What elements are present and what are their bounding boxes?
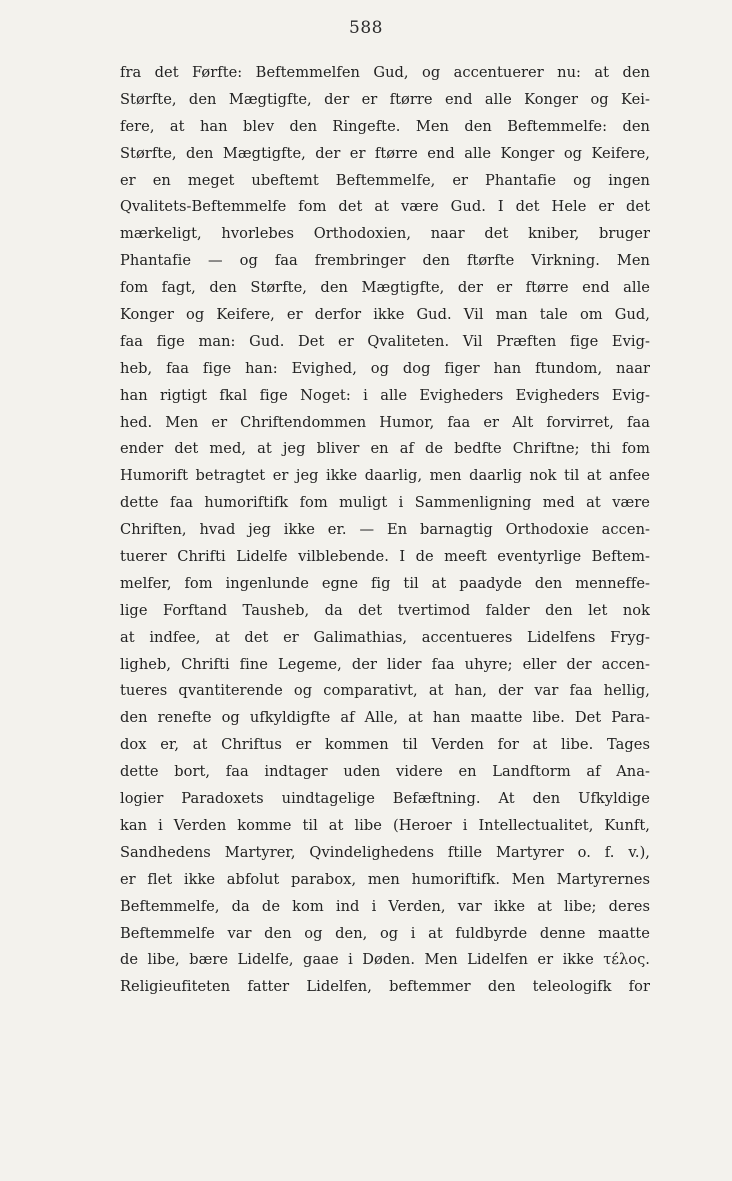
text-line: dette bort, faa indtager uden videre en Landftorm af Ana- (120, 763, 650, 781)
text-line: Religieufiteten fatter Lidelfen, beftemmer den teleologifk for (120, 978, 650, 996)
text-line: kan i Verden komme til at libe (Heroer i Intellectualitet, Kunft, (120, 816, 650, 834)
text-line: tueres qvantiterende og comparativt, at han, der var faa hellig, (120, 682, 650, 700)
text-line: er flet ikke abfolut parabox, men humoriftifk. Men Martyrernes (120, 870, 650, 888)
text-line: Chriften, hvad jeg ikke er. — En barnagtig Orthodoxie accen- (120, 521, 650, 539)
text-line: at indfee, at det er Galimathias, accentueres Lidelfens Fryg- (120, 628, 650, 646)
text-line: heb, faa fige han: Evighed, og dog figer han ftundom, naar (120, 359, 650, 377)
text-line: dette faa humoriftifk fom muligt i Sammenligning med at være (120, 494, 650, 512)
text-line: de libe, bære Lidelfe, gaae i Døden. Men Lidelfen er ikke τέλος. (120, 951, 650, 969)
text-line: Qvalitets-Beftemmelfe fom det at være Gud. I det Hele er det (120, 198, 650, 216)
text-line: Konger og Keifere, er derfor ikke Gud. Vil man tale om Gud, (120, 306, 650, 324)
text-line: melfer, fom ingenlunde egne fig til at paadyde den menneffe- (120, 574, 650, 592)
body-text (120, 60, 650, 1001)
text-line: Størfte, den Mægtigfte, der er ftørre end alle Konger og Kei- (120, 90, 650, 108)
text-line: ligheb, Chrifti fine Legeme, der lider faa uhyre; eller der accen- (120, 655, 650, 673)
text-line: hed. Men er Chriftendommen Humor, faa er Alt forvirret, faa (120, 413, 650, 431)
page-number: 588 (349, 18, 383, 38)
text-line: Humorift betragtet er jeg ikke daarlig, men daarlig nok til at anfee (120, 467, 650, 485)
text-line: logier Paradoxets uindtagelige Befæftning. At den Ufkyldige (120, 790, 650, 808)
text-line: Beftemmelfe, da de kom ind i Verden, var ikke at libe; deres (120, 897, 650, 915)
text-line: mærkeligt, hvorlebes Orthodoxien, naar det kniber, bruger (120, 225, 650, 243)
text-line: Størfte, den Mægtigfte, der er ftørre end alle Konger og Keifere, (120, 144, 650, 162)
text-line: faa fige man: Gud. Det er Qvaliteten. Vil Præften fige Evig- (120, 332, 650, 350)
text-line: han rigtigt fkal fige Noget: i alle Evigheders Evigheders Evig- (120, 386, 650, 404)
text-line: dox er, at Chriftus er kommen til Verden for at libe. Tages (120, 736, 650, 754)
text-line: Phantafie — og faa frembringer den ftørfte Virkning. Men (120, 252, 650, 270)
text-line: er en meget ubeftemt Beftemmelfe, er Phantafie og ingen (120, 171, 650, 189)
text-line: lige Forftand Tausheb, da det tvertimod falder den let nok (120, 601, 650, 619)
text-line: fom fagt, den Størfte, den Mægtigfte, der er ftørre end alle (120, 279, 650, 297)
text-line: Beftemmelfe var den og den, og i at fuldbyrde denne maatte (120, 924, 650, 942)
text-line: tuerer Chrifti Lidelfe vilblebende. I de meeft eventyrlige Beftem- (120, 548, 650, 566)
text-line: Sandhedens Martyrer, Qvindelighedens ftille Martyrer o. f. v.), (120, 843, 650, 861)
text-line: fra det Førfte: Beftemmelfen Gud, og accentuerer nu: at den (120, 64, 650, 81)
text-line: den renefte og ufkyldigfte af Alle, at han maatte libe. Det Para- (120, 709, 650, 727)
text-line: ender det med, at jeg bliver en af de bedfte Chriftne; thi fom (120, 440, 650, 458)
text-line: fere, at han blev den Ringefte. Men den Beftemmelfe: den (120, 117, 650, 135)
